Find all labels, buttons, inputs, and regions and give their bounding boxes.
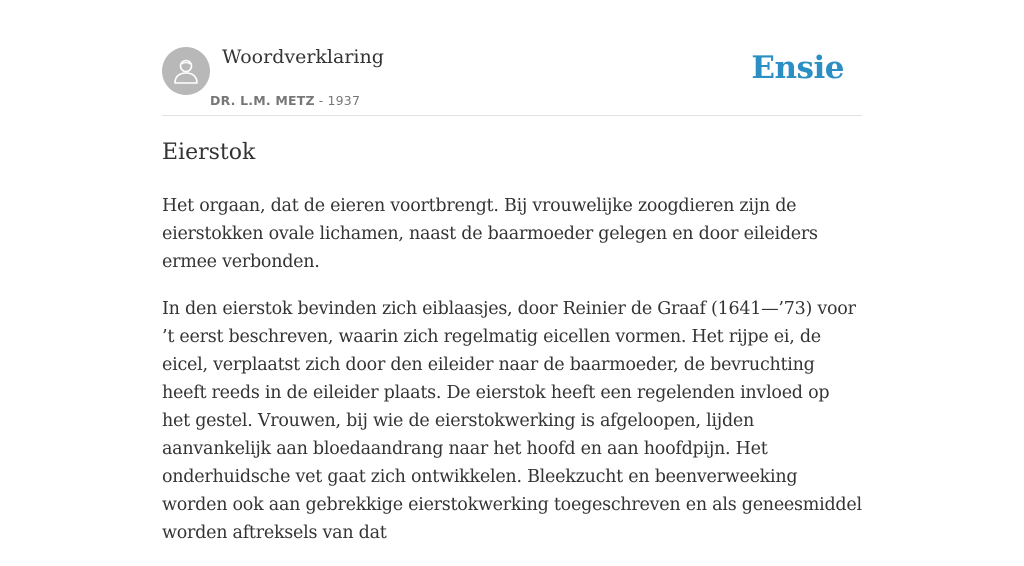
page-container — [162, 0, 862, 543]
entry-body — [162, 192, 862, 566]
source-year: 1937 — [327, 93, 361, 108]
brand-logo[interactable]: Ensie — [751, 50, 844, 86]
source-author[interactable]: DR. L.M. METZ — [210, 93, 315, 108]
entry-paragraph: In den eierstok bevinden zich eiblaasjes, door Reinier de Graaf (1641—’73) voor ’t eerst beschreven, waarin zich regelmatig eicellen vormen. Het rijpe ei, de eicel, verplaatst zich door den eileider naar de baarmoeder, de bevruchting heeft reeds in de eileider plaats. De eierstok heeft een regelenden invloed op het gestel. Vrouwen, bij wie de eierstokwerking is afgeloopen, lijden aanvankelijk aan bloedaandrang naar het hoofd en aan hoofdpijn. Het onderhuidsche vet gaat zich ontwikkelen. Bleekzucht en beenverweeking worden ook aan gebrekkige eierstokwerking toegeschreven en als geneesmiddel worden aftreksels van dat — [162, 299, 862, 543]
meta-separator: - — [318, 93, 324, 108]
user-icon — [171, 56, 201, 86]
source-header — [162, 0, 862, 116]
source-title[interactable]: Woordverklaring — [222, 46, 384, 68]
entry-paragraph: Het orgaan, dat de eieren voortbrengt. Bij vrouwelijke zoogdieren zijn de eierstokken ovale lichamen, naast de baarmoeder gelegen en door eileiders ermee verbonden. — [162, 196, 818, 272]
source-meta — [210, 93, 360, 108]
entry-title: Eierstok — [162, 140, 256, 165]
avatar[interactable] — [162, 47, 210, 95]
